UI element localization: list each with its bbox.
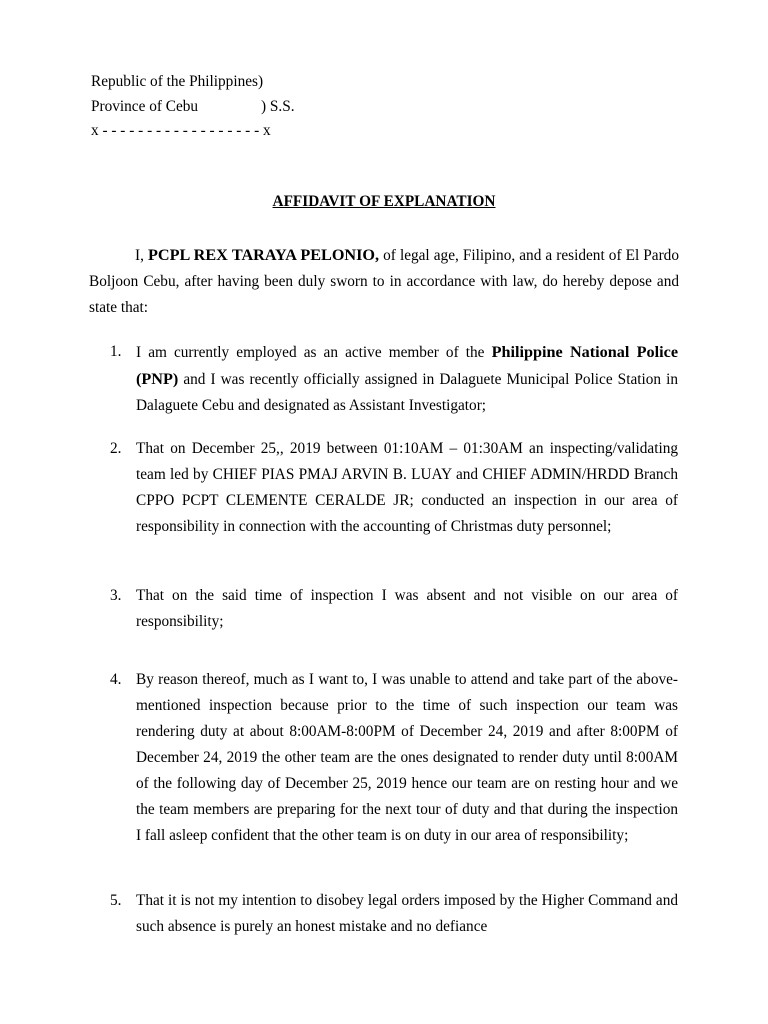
list-item-1 [110, 339, 679, 419]
item-text: By reason thereof, much as I want to, I was unable to attend and take part of the above-mentioned inspection because prior to the time of such inspection our team was rendering duty at about 8:00AM-8:00PM of December 24, 2019 and after 8:00PM of December 24, 2019 the other team are the ones designated to render duty until 8:00AM of the following day of December 25, 2019 hence our team are on resting hour and we the team members are preparing for the next tour of duty and that during the inspection I fall asleep confident that the other team is on duty in our area of responsibility; [136, 671, 678, 844]
intro-paragraph [89, 242, 679, 321]
item-number: 3. [110, 587, 122, 604]
intro-prefix: I, [135, 247, 148, 264]
item-text-part2: and I was recently officially assigned in Dalaguete Municipal Police Station in Dalaguete Cebu and designated as Assistant Investigator; [136, 371, 678, 414]
item-text: That on the said time of inspection I was absent and not visible on our area of responsibility; [136, 587, 678, 630]
caption-separator: x - - - - - - - - - - - - - - - - - - x [91, 122, 271, 139]
item-number: 1. [110, 343, 122, 360]
item-number: 5. [110, 892, 122, 909]
caption-republic: Republic of the Philippines) [91, 73, 264, 90]
document-title: AFFIDAVIT OF EXPLANATION [272, 193, 496, 210]
list-item-3 [110, 583, 678, 635]
item-number: 4. [110, 671, 122, 688]
caption-ss: ) S.S. [261, 97, 295, 115]
item-text-part1: I am currently employed as an active member of the [136, 344, 492, 361]
caption-province [91, 95, 295, 120]
list-item-2 [110, 436, 678, 540]
list-item-4 [110, 667, 678, 849]
intro-text: of legal age, Filipino, and a resident of El Pardo Boljoon Cebu, after having been duly sworn to in accordance with law, do hereby depose and state that: [89, 247, 679, 316]
venue-caption [91, 70, 295, 144]
caption-province-name: Province of Cebu [91, 97, 199, 115]
item-text: That on December 25,, 2019 between 01:10AM – 01:30AM an inspecting/validating team led by CHIEF PIAS PMAJ ARVIN B. LUAY and CHIEF ADMIN/HRDD Branch CPPO PCPT CLEMENTE CERALDE JR; conducted an inspection in our area of responsibility in connection with the accounting of Christmas duty personnel; [136, 440, 678, 535]
affiant-name: PCPL REX TARAYA PELONIO, [148, 246, 380, 264]
item-number: 2. [110, 440, 122, 457]
item-bold-pnp: Philippine National Police (PNP) [136, 343, 679, 388]
item-text: That it is not my intention to disobey legal orders imposed by the Higher Command and such absence is purely an honest mistake and no defiance [136, 892, 678, 935]
list-item-5 [110, 888, 678, 940]
